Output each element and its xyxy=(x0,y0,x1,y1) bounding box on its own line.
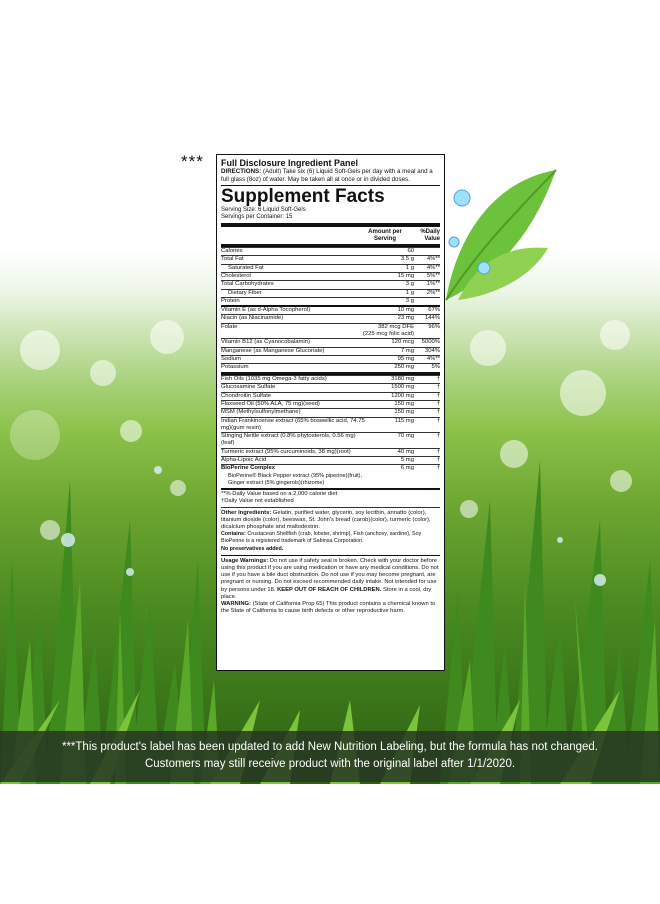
daily-value: † xyxy=(436,376,440,383)
daily-value: 5000% xyxy=(421,339,440,346)
leaf-decoration xyxy=(438,150,558,310)
dv-header: %Daily Value xyxy=(420,228,440,242)
trademark-note: BioPerine is a registered trademark of Sabinsa Corporation. xyxy=(221,538,364,545)
nutrient-rows xyxy=(221,247,440,371)
daily-value: 4%** xyxy=(426,355,440,362)
ingredient-name: Potassium xyxy=(221,364,249,371)
amount-value: 10 mg xyxy=(397,307,414,314)
daily-value: 2%** xyxy=(426,289,440,296)
daily-value: 96% xyxy=(428,323,440,330)
usage-warnings: Usage Warnings: Do not use if safety seal is broken. Check with your doctor before using this product if you are using medication or have any medical conditions. Do not use if you have a bile duct obstruction. Do not use if you may become pregnant, are pregnant or nursing. Do not exceed recommended daily intake. Not intended for use by persons under 18. KEEP OUT OF REACH OF CHILDREN. Store in a cool, dry place. WARNING: (State of California Prop 65) This product contains a chemical known to the State of California to cause birth defects or other reproductive harm. xyxy=(221,555,440,616)
table-row xyxy=(221,400,440,408)
daily-value: 4%** xyxy=(426,256,440,263)
ingredient-name: Chondroitin Sulfate xyxy=(221,392,272,399)
dv-not-established: †Daily Value not established xyxy=(221,497,294,504)
ingredient-name: Alpha-Lipoic Acid xyxy=(221,457,267,464)
table-row xyxy=(221,347,440,355)
amount-value: 23 mg xyxy=(397,315,414,322)
divider xyxy=(221,223,440,227)
amount-value: 7 mg xyxy=(400,347,414,354)
table-row xyxy=(221,264,440,272)
table-row xyxy=(221,432,440,448)
banner-line-2: Customers may still receive product with the original label after 1/1/2020. xyxy=(144,758,516,770)
ingredient-name: Folate xyxy=(221,323,238,330)
ingredient-rows xyxy=(221,375,440,487)
amount-value: 15 mg xyxy=(397,272,414,279)
ingredient-name: Turmeric extract (95% curcuminoids, 38 mg)(root) xyxy=(221,448,351,455)
amount-value: 3 g xyxy=(405,297,414,304)
supplement-label xyxy=(216,154,445,671)
daily-value: 1%** xyxy=(426,281,440,288)
amount-value: 5 mg xyxy=(400,457,414,464)
daily-value: 5% xyxy=(431,364,440,371)
ingredient-name: MSM (Methylsulfonylmethane) xyxy=(221,409,301,416)
amount-value: 1200 mg xyxy=(391,392,414,399)
amount-value: 382 mcg DFE xyxy=(377,323,414,330)
daily-value: 5%** xyxy=(426,272,440,279)
amount-value: 3 g xyxy=(405,281,414,288)
other-ingredients: Other Ingredients: Gelatin, purified water, glycerin, soy lecithin, annatto (color), titanium dioxide (color), beeswax, St. John's bread (carob)(color), turmeric (color), dicalcium phosphate and maltodextrin. Contains: Crustacean Shellfish (crab, lobster, shrimp), Fish (anchovy, sardine), Soy BioPerine is a registered trademark of Sabinsa Corporation. No preservatives added. xyxy=(221,507,440,553)
ingredient-name: Cholesterol xyxy=(221,272,251,279)
table-row xyxy=(221,383,440,391)
amount-value: 60 xyxy=(407,248,414,255)
amount-value: 6 mg xyxy=(400,465,414,472)
amount-value: 1 g xyxy=(405,264,414,271)
table-row xyxy=(221,272,440,280)
amount-value: 95 mg xyxy=(397,355,414,362)
amount-value: 3180 mg xyxy=(391,376,414,383)
table-row xyxy=(221,289,440,297)
banner-line-1: ***This product's label has been updated to add New Nutrition Labeling, but the formula has not changed. xyxy=(61,741,599,753)
directions: DIRECTIONS: (Adult) Take six (6) Liquid Soft-Gels per day with a meal and a full glass (8oz) of water. May be taken all at once or in divided doses. xyxy=(221,168,433,183)
ingredient-name: Saturated Fat xyxy=(228,264,264,271)
amount-value: 40 mg xyxy=(397,448,414,455)
amount-value: 120 mcg xyxy=(391,339,414,346)
ingredient-name: Protein xyxy=(221,297,240,304)
daily-value: † xyxy=(436,417,440,424)
dv-note: **% Daily Value based on a 2,000 calorie diet xyxy=(221,490,338,497)
daily-value: † xyxy=(436,392,440,399)
ingredient-name: BioPerine Complex xyxy=(221,465,276,472)
table-row xyxy=(221,247,440,255)
daily-value xyxy=(414,248,440,255)
facts-title: Supplement Facts xyxy=(221,185,440,207)
table-row xyxy=(221,448,440,456)
daily-value: † xyxy=(436,433,440,440)
ingredient-name: Total Carbohydrates xyxy=(221,281,274,288)
table-row xyxy=(221,417,440,433)
ingredient-name: Niacin (as Niacinamide) xyxy=(221,315,284,322)
table-row xyxy=(221,305,440,314)
folic-acid-note: (225 mcg folic acid) xyxy=(362,331,414,338)
table-row xyxy=(221,314,440,322)
daily-value: † xyxy=(436,465,440,472)
table-row xyxy=(221,255,440,263)
label-update-banner xyxy=(0,731,660,782)
table-row xyxy=(221,408,440,416)
daily-value: 144% xyxy=(424,315,440,322)
table-row xyxy=(221,323,440,331)
ingredient-name: Flaxseed Oil (50% ALA, 75 mg)(seed) xyxy=(221,400,320,407)
daily-value xyxy=(414,298,440,305)
daily-value: 67% xyxy=(428,307,440,314)
table-row xyxy=(221,456,440,464)
facts-header xyxy=(221,228,440,244)
daily-value: † xyxy=(436,409,440,416)
table-row xyxy=(221,338,440,346)
daily-value: 4%** xyxy=(426,264,440,271)
amount-value: 250 mg xyxy=(394,364,414,371)
ingredient-name: Vitamin B12 (as Cyanocobalamin) xyxy=(221,339,310,346)
ingredient-name: Dietary Fiber xyxy=(228,289,262,296)
amount-value: 1 g xyxy=(405,289,414,296)
table-row xyxy=(221,355,440,363)
serving-size: Serving Size: 6 Liquid Soft-Gels xyxy=(221,207,306,214)
ingredient-name: Vitamin E (as d-Alpha Tocopherol) xyxy=(221,307,311,314)
ingredient-name: Stinging Nettle extract (0.8% phytosterols, 0.56 mg)(leaf) xyxy=(221,433,356,447)
folate-subrow xyxy=(221,331,440,338)
amount-value: 115 mg xyxy=(394,417,414,424)
daily-value: 304% xyxy=(424,347,440,354)
ingredient-name: Sodium xyxy=(221,355,241,362)
ingredient-name: Manganese (as Manganese Gluconate) xyxy=(221,347,325,354)
amount-value: 150 mg xyxy=(394,409,414,416)
amount-value: 70 mg xyxy=(397,433,414,440)
ingredient-name: Glucosamine Sulfate xyxy=(221,384,276,391)
daily-value: † xyxy=(436,384,440,391)
panel-title: Full Disclosure Ingredient Panel xyxy=(221,158,359,168)
table-row xyxy=(221,297,440,305)
table-row xyxy=(221,363,440,371)
amount-header: Amount per Serving xyxy=(368,228,402,242)
table-row xyxy=(221,392,440,400)
footnote-marker: *** xyxy=(181,152,204,171)
ingredient-name: Fish Oils (1035 mg Omega-3 fatty acids) xyxy=(221,376,327,383)
amount-value: 3.5 g xyxy=(400,256,414,263)
bioperine-detail: Ginger extract (5% gingerols)(rhizome) xyxy=(228,479,325,486)
amount-value: 150 mg xyxy=(394,400,414,407)
table-row xyxy=(221,464,440,472)
ingredient-name: Indian Frankincense extract (65% boswellic acid, 74.75 mg)(gum resin) xyxy=(221,417,365,431)
ingredient-name: Calories xyxy=(221,248,243,255)
table-row xyxy=(221,375,440,383)
daily-value: † xyxy=(436,400,440,407)
servings-per-container: Servings per Container: 15 xyxy=(221,214,293,221)
ingredient-name: Total Fat xyxy=(221,256,244,263)
daily-value: † xyxy=(436,448,440,455)
no-preservatives: No preservatives added. xyxy=(221,545,284,552)
bioperine-detail: BioPerine® Black Pepper extract (95% piperine)(fruit), xyxy=(228,472,363,479)
table-row xyxy=(221,280,440,288)
amount-value: 1500 mg xyxy=(391,384,414,391)
daily-value: † xyxy=(436,457,440,464)
